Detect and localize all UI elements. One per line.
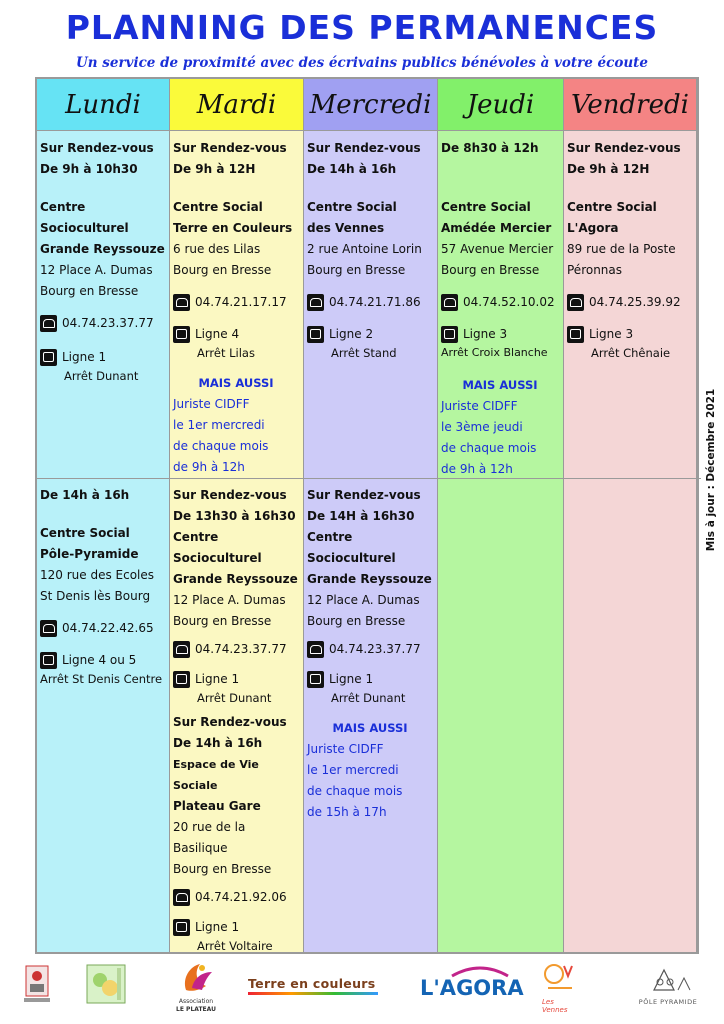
logo-plateau-text: Association (178, 998, 214, 1005)
column-mardi (170, 79, 304, 952)
logo-le-plateau (172, 960, 220, 1016)
venue-name: Espace de Vie Sociale (173, 758, 259, 792)
slot-note: Sur Rendez-vous (40, 141, 154, 155)
venue-city: Bourg en Bresse (173, 614, 272, 628)
phone-icon (307, 294, 324, 311)
slot-hours: De 9h à 12H (567, 162, 650, 176)
phone-icon (567, 294, 584, 311)
extra-heading: MAIS AUSSI (332, 721, 408, 735)
venue-city: Bourg en Bresse (173, 862, 272, 876)
slot-lundi-afternoon (37, 479, 169, 687)
page-subtitle: Un service de proximité avec des écrivains publics bénévoles à votre écoute (76, 55, 648, 71)
bus-line: Ligne 2 (329, 326, 374, 341)
slot-mercredi-afternoon (304, 132, 437, 361)
extra-line: le 3ème jeudi (441, 420, 523, 434)
logo-grande-reyssouze (20, 962, 54, 1006)
column-lundi (37, 79, 170, 952)
schedule-grid (35, 77, 699, 954)
phone-number: 04.74.23.37.77 (329, 641, 421, 656)
phone-number: 04.74.22.42.65 (62, 620, 154, 635)
bus-line: Ligne 1 (195, 671, 240, 686)
extra-line: Juriste CIDFF (307, 742, 384, 756)
venue-name-2: Amédée Mercier (441, 221, 552, 235)
logo-plateau-name: LE PLATEAU (176, 1006, 216, 1013)
venue-name: Centre Socioculturel (40, 200, 129, 235)
partner-logos (0, 960, 724, 1018)
extra-info (307, 718, 433, 823)
extra-info (173, 373, 299, 478)
update-note: Mis à jour : Décembre 2021 (705, 388, 717, 552)
venue-name: Centre Social (307, 200, 397, 214)
phone-number: 04.74.23.37.77 (195, 641, 287, 656)
slot-lundi-morning (37, 132, 169, 384)
logo-agora: L'AGORA (420, 968, 510, 1004)
extra-line: le 1er mercredi (173, 418, 265, 432)
slot-mardi-afternoon (170, 479, 303, 954)
venue-city: Bourg en Bresse (173, 263, 272, 277)
day-header-jeudi: Jeudi (438, 79, 563, 131)
venue-name-2: L'Agora (567, 221, 619, 235)
venue-city: Bourg en Bresse (307, 263, 406, 277)
bus-icon (40, 349, 57, 366)
venue-address: 12 Place A. Dumas (40, 263, 153, 277)
venue-name: Centre Social (173, 200, 263, 214)
slot-hours: De 8h30 à 12h (441, 141, 539, 155)
slot-note: Sur Rendez-vous (173, 141, 287, 155)
venue-address: 6 rue des Lilas (173, 242, 261, 256)
slot-hours: De 14H à 16h30 (307, 509, 415, 523)
venue-city: Bourg en Bresse (441, 263, 540, 277)
bus-icon (307, 671, 324, 688)
venue-name-2: Grande Reyssouze (40, 242, 165, 256)
extra-line: de 9h à 12h (441, 462, 513, 476)
day-header-mercredi: Mercredi (304, 79, 437, 131)
page-title: PLANNING DES PERMANENCES (65, 8, 659, 47)
venue-name: Centre Social (441, 200, 531, 214)
bus-stop: Arrêt Dunant (197, 691, 272, 705)
phone-icon (173, 294, 190, 311)
phone-icon (173, 641, 190, 658)
bus-line: Ligne 1 (195, 919, 240, 934)
extra-heading: MAIS AUSSI (198, 376, 274, 390)
venue-city: Bourg en Bresse (307, 614, 406, 628)
slot-note: Sur Rendez-vous (567, 141, 681, 155)
column-vendredi (564, 79, 697, 952)
extra-line: de chaque mois (173, 439, 269, 453)
slot-hours: De 14h à 16h (173, 736, 263, 750)
slot-hours: De 14h à 16h (40, 488, 130, 502)
venue-name-2: Terre en Couleurs (173, 221, 293, 235)
bus-icon (40, 652, 57, 669)
extra-line: le 1er mercredi (307, 763, 399, 777)
venue-address: 120 rue des Ecoles (40, 568, 155, 582)
second-slot (173, 712, 299, 954)
venue-name-2: des Vennes (307, 221, 385, 235)
phone-number: 04.74.21.92.06 (195, 889, 287, 904)
bus-icon (307, 326, 324, 343)
venue-name-2: Grande Reyssouze (307, 572, 432, 586)
phone-icon (441, 294, 458, 311)
slot-note: Sur Rendez-vous (307, 141, 421, 155)
column-mercredi (304, 79, 438, 952)
row-divider (37, 478, 701, 479)
extra-line: Juriste CIDFF (441, 399, 518, 413)
bus-stop: Arrêt Voltaire (197, 939, 273, 953)
bus-line: Ligne 1 (329, 671, 374, 686)
extra-info (441, 375, 559, 480)
phone-number: 04.74.25.39.92 (589, 294, 681, 309)
logo-amedee-mercier (86, 964, 126, 1004)
extra-line: de chaque mois (307, 784, 403, 798)
venue-name-2: Grande Reyssouze (173, 572, 298, 586)
bus-stop: Arrêt St Denis Centre (40, 672, 163, 686)
bus-stop: Arrêt Stand (331, 346, 397, 360)
phone-number: 04.74.23.37.77 (62, 315, 154, 330)
slot-mardi-morning (170, 132, 303, 478)
bus-icon (173, 326, 190, 343)
bus-line: Ligne 4 ou 5 (62, 652, 137, 667)
bus-stop: Arrêt Chênaie (591, 346, 671, 360)
venue-name: Centre Social (40, 526, 130, 540)
extra-line: de 9h à 12h (173, 460, 245, 474)
column-jeudi (438, 79, 564, 952)
venue-address: 2 rue Antoine Lorin (307, 242, 422, 256)
day-header-lundi: Lundi (37, 79, 169, 131)
extra-line: de 15h à 17h (307, 805, 387, 819)
bus-line: Ligne 3 (589, 326, 634, 341)
bus-stop: Arrêt Lilas (197, 346, 255, 360)
venue-name: Centre Socioculturel (307, 530, 396, 565)
bus-icon (567, 326, 584, 343)
slot-note: Sur Rendez-vous (307, 488, 421, 502)
phone-icon (40, 315, 57, 332)
venue-address: 57 Avenue Mercier (441, 242, 554, 256)
bus-line: Ligne 1 (62, 349, 107, 364)
phone-icon (307, 641, 324, 658)
phone-icon (40, 620, 57, 637)
extra-line: Juriste CIDFF (173, 397, 250, 411)
venue-address: 89 rue de la Poste (567, 242, 676, 256)
phone-number: 04.74.21.17.17 (195, 294, 287, 309)
bus-stop: Arrêt Dunant (64, 369, 139, 383)
slot-hours: De 14h à 16h (307, 162, 397, 176)
phone-number: 04.74.52.10.02 (463, 294, 555, 309)
venue-city: Péronnas (567, 263, 623, 277)
day-header-vendredi: Vendredi (564, 79, 696, 131)
venue-name: Centre Socioculturel (173, 530, 262, 565)
venue-city: St Denis lès Bourg (40, 589, 151, 603)
extra-line: de chaque mois (441, 441, 537, 455)
extra-heading: MAIS AUSSI (462, 378, 538, 392)
slot-note: Sur Rendez-vous (173, 488, 287, 502)
bus-icon (441, 326, 458, 343)
logo-pole-pyramide: PÔLE PYRAMIDE (638, 964, 698, 1008)
slot-mercredi-row2 (304, 479, 437, 823)
venue-name-2: Pôle-Pyramide (40, 547, 139, 561)
slot-jeudi-morning (438, 132, 563, 480)
venue-city: Bourg en Bresse (40, 284, 139, 298)
slot-hours: De 13h30 à 16h30 (173, 509, 296, 523)
venue-address: 20 rue de la Basilique (173, 820, 246, 855)
bus-line: Ligne 3 (463, 326, 508, 341)
slot-vendredi-morning (564, 132, 696, 361)
slot-hours: De 9h à 10h30 (40, 162, 138, 176)
bus-icon (173, 919, 190, 936)
day-header-mardi: Mardi (170, 79, 303, 131)
slot-note: Sur Rendez-vous (173, 715, 287, 729)
bus-stop: Arrêt Croix Blanche (441, 346, 548, 359)
venue-address: 12 Place A. Dumas (307, 593, 420, 607)
bus-icon (173, 671, 190, 688)
logo-terre-en-couleurs: Terre en couleurs (248, 976, 378, 998)
phone-number: 04.74.21.71.86 (329, 294, 421, 309)
bus-stop: Arrêt Dunant (331, 691, 406, 705)
bus-line: Ligne 4 (195, 326, 240, 341)
logo-les-vennes: Les Vennes (542, 962, 578, 1006)
phone-icon (173, 889, 190, 906)
venue-address: 12 Place A. Dumas (173, 593, 286, 607)
slot-hours: De 9h à 12H (173, 162, 256, 176)
venue-name: Centre Social (567, 200, 657, 214)
venue-name-2: Plateau Gare (173, 799, 261, 813)
